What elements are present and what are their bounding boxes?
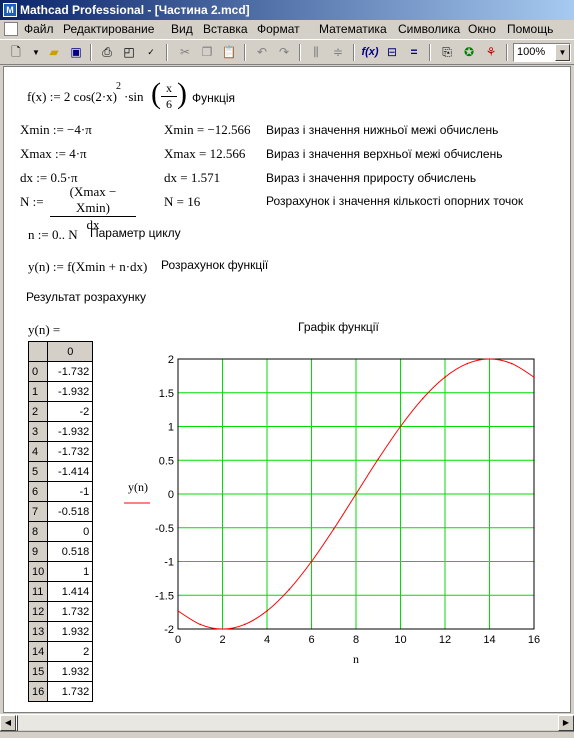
row-index: 11 <box>29 582 48 602</box>
menu-window[interactable]: Окно <box>468 22 496 36</box>
dx-value[interactable]: dx = 1.571 <box>164 170 221 185</box>
x-tick-label: 14 <box>483 634 496 646</box>
x-over-6-fraction <box>161 81 177 112</box>
data-point <box>311 561 313 563</box>
row-index: 8 <box>29 522 48 542</box>
function-chart[interactable] <box>112 339 552 669</box>
row-index: 6 <box>29 482 48 502</box>
align-across-icon[interactable]: ⫼ <box>313 45 319 59</box>
n-value[interactable]: N = 16 <box>164 194 201 209</box>
function-exponent: 2 <box>116 81 121 92</box>
row-index: 1 <box>29 382 48 402</box>
resource-center-icon[interactable]: ⚘ <box>485 45 497 59</box>
data-point <box>489 358 491 360</box>
table-row[interactable] <box>29 622 93 642</box>
new-document-icon[interactable]: 🗋 <box>11 45 21 59</box>
row-value[interactable]: 1.932 <box>48 662 93 682</box>
row-value[interactable]: 1.732 <box>48 602 93 622</box>
dx-comment[interactable]: Вираз і значення приросту обчислень <box>266 171 477 185</box>
paste-icon[interactable]: 📋 <box>221 45 237 59</box>
menu-edit[interactable]: Редактирование <box>63 22 155 36</box>
y-tick-label: 2 <box>167 354 174 366</box>
row-index: 16 <box>29 682 48 702</box>
document-menu-icon[interactable] <box>4 22 18 36</box>
menu-help[interactable]: Помощь <box>507 22 554 36</box>
cut-icon[interactable]: ✂ <box>179 45 191 59</box>
y-tick-label: 0.5 <box>158 455 174 468</box>
x-tick-label: 8 <box>352 634 360 646</box>
scroll-thumb[interactable] <box>16 715 18 731</box>
y-tick-label: -1 <box>164 556 174 569</box>
undo-icon[interactable]: ↶ <box>256 45 268 59</box>
data-point <box>355 493 357 495</box>
toolbar-separator <box>244 44 246 61</box>
y-tick-label: 1.5 <box>158 387 174 400</box>
table-corner-cell <box>29 342 48 362</box>
table-row[interactable] <box>29 662 93 682</box>
x-axis-label: n <box>353 652 359 666</box>
new-dropdown-icon[interactable]: ▼ <box>32 48 40 57</box>
row-index: 4 <box>29 442 48 462</box>
row-index: 3 <box>29 422 48 442</box>
table-row[interactable] <box>29 462 93 482</box>
range-comment[interactable]: Параметр циклу <box>90 226 181 240</box>
window-title: Mathcad Professional - [Частина 2.mcd] <box>20 3 250 17</box>
dx-definition[interactable]: dx := 0.5·π <box>20 170 78 185</box>
table-row[interactable] <box>29 502 93 522</box>
data-point <box>244 624 246 626</box>
row-index: 10 <box>29 562 48 582</box>
menu-format[interactable]: Формат <box>257 22 300 36</box>
table-row[interactable] <box>29 522 93 542</box>
row-value[interactable]: 2 <box>48 642 93 662</box>
y-evaluation[interactable]: y(n) = <box>28 322 61 337</box>
y-tick-label: -1.5 <box>155 590 174 603</box>
n-comment[interactable]: Розрахунок і значення кількості опорних точок <box>266 194 524 208</box>
data-point <box>466 363 468 365</box>
table-row[interactable] <box>29 542 93 562</box>
n-fraction-denominator: dx <box>86 217 100 232</box>
spell-check-icon[interactable]: ✓ <box>147 47 155 57</box>
insert-unit-icon[interactable]: ⊟ <box>386 45 398 59</box>
row-index: 12 <box>29 602 48 622</box>
menu-symbolics[interactable]: Символика <box>398 22 461 36</box>
xmin-value[interactable]: Xmin = −12.566 <box>164 122 251 137</box>
table-row[interactable] <box>29 682 93 702</box>
row-index: 2 <box>29 402 48 422</box>
insert-component-icon[interactable]: ⎘ <box>442 45 452 59</box>
row-value[interactable]: -0.518 <box>48 502 93 522</box>
status-bar <box>0 731 574 738</box>
menu-math[interactable]: Математика <box>319 22 387 36</box>
data-point <box>444 376 446 378</box>
xmin-comment[interactable]: Вираз і значення нижньої межі обчислень <box>266 123 499 137</box>
row-value[interactable]: -1.732 <box>48 442 93 462</box>
toolbar <box>0 39 574 65</box>
toolbar-separator <box>166 44 168 61</box>
align-down-icon[interactable]: ≑ <box>332 45 344 59</box>
x-tick-label: 16 <box>527 634 541 646</box>
range-definition[interactable]: n := 0.. N <box>28 227 78 242</box>
table-body <box>29 362 93 702</box>
print-icon[interactable]: ⎙ <box>102 45 112 59</box>
y-comment[interactable]: Розрахунок функції <box>161 258 269 272</box>
toolbar-separator <box>429 44 431 61</box>
run-script-icon[interactable]: ✪ <box>463 45 475 59</box>
row-value[interactable]: 1 <box>48 562 93 582</box>
menu-file[interactable]: Файл <box>24 22 54 36</box>
x-tick-label: 0 <box>174 634 182 646</box>
data-point <box>199 624 201 626</box>
table-row[interactable] <box>29 582 93 602</box>
row-value[interactable]: -1.932 <box>48 382 93 402</box>
table-row[interactable] <box>29 422 93 442</box>
row-value[interactable]: 1.414 <box>48 582 93 602</box>
xmax-value[interactable]: Xmax = 12.566 <box>164 146 246 161</box>
data-point <box>266 610 268 612</box>
row-index: 15 <box>29 662 48 682</box>
table-row[interactable] <box>29 442 93 462</box>
function-comment[interactable]: Функція <box>192 91 236 105</box>
table-row[interactable] <box>29 382 93 402</box>
row-value[interactable]: 0.518 <box>48 542 93 562</box>
toolbar-separator <box>90 44 92 61</box>
close-paren: ) <box>177 77 187 110</box>
table-row[interactable] <box>29 642 93 662</box>
y-tick-label: 0 <box>167 489 174 501</box>
x-tick-label: 2 <box>219 634 226 646</box>
n-definition-lhs[interactable]: N := <box>20 194 44 209</box>
x-tick-label: 6 <box>308 634 315 646</box>
data-point <box>333 528 335 530</box>
row-index: 13 <box>29 622 48 642</box>
zoom-select[interactable] <box>513 43 571 62</box>
row-value[interactable]: -1.732 <box>48 362 93 382</box>
xmax-definition[interactable]: Xmax := 4·π <box>20 146 87 161</box>
row-index: 7 <box>29 502 48 522</box>
table-row[interactable] <box>29 362 93 382</box>
redo-icon[interactable]: ↷ <box>278 45 290 59</box>
menu-bar <box>0 20 574 38</box>
zoom-value: 100% <box>517 46 546 58</box>
table-row[interactable] <box>29 402 93 422</box>
row-index: 5 <box>29 462 48 482</box>
xmin-definition[interactable]: Xmin := −4·π <box>20 122 92 137</box>
x-tick-label: 12 <box>438 634 452 646</box>
open-paren: ( <box>151 77 161 110</box>
fraction-denominator: 6 <box>166 97 172 111</box>
table-column-header: 0 <box>48 342 93 362</box>
xmax-comment[interactable]: Вираз і значення верхньої межі обчислень <box>266 147 503 161</box>
data-point <box>377 458 379 460</box>
toolbar-separator <box>506 44 508 61</box>
y-axis-label: y(n) <box>128 480 148 494</box>
horizontal-scrollbar[interactable] <box>0 714 574 730</box>
row-index: 14 <box>29 642 48 662</box>
row-value[interactable]: 1.932 <box>48 622 93 642</box>
scroll-right-icon[interactable]: ▶ <box>558 715 574 731</box>
fraction-numerator: x <box>161 81 177 97</box>
x-tick-label: 4 <box>263 634 271 646</box>
function-definition[interactable]: f(x) := 2 cos(2·x) <box>27 89 117 104</box>
copy-icon[interactable]: ❐ <box>201 45 213 59</box>
open-folder-icon[interactable]: ▰ <box>49 45 59 59</box>
row-value[interactable]: -2 <box>48 402 93 422</box>
function-sin: ·sin <box>124 89 144 104</box>
x-tick-label: 10 <box>394 634 407 646</box>
save-icon[interactable]: ▣ <box>70 45 82 59</box>
result-label[interactable]: Результат розрахунку <box>26 290 146 304</box>
row-index: 0 <box>29 362 48 382</box>
result-table[interactable] <box>28 341 93 702</box>
y-tick-label: -2 <box>164 624 174 636</box>
toolbar-separator <box>299 44 301 61</box>
n-fraction-numerator: (Xmax − Xmin) <box>50 184 136 217</box>
data-point <box>511 363 513 365</box>
y-tick-label: 1 <box>167 421 174 434</box>
row-value[interactable]: 0 <box>48 522 93 542</box>
row-value[interactable]: -1.414 <box>48 462 93 482</box>
title-bar <box>0 0 574 20</box>
calculate-icon[interactable]: = <box>410 45 418 59</box>
row-value[interactable]: 1.732 <box>48 682 93 702</box>
data-point <box>177 610 179 612</box>
table-row[interactable] <box>29 602 93 622</box>
scroll-left-icon[interactable]: ◀ <box>0 715 16 731</box>
menu-insert[interactable]: Вставка <box>203 22 248 36</box>
table-header-row <box>29 342 93 362</box>
data-point <box>222 628 224 630</box>
print-preview-icon[interactable]: ◰ <box>123 45 135 59</box>
chart-title: Графік функції <box>298 320 379 334</box>
data-point <box>422 398 424 400</box>
y-definition[interactable]: y(n) := f(Xmin + n·dx) <box>28 259 148 274</box>
data-point <box>400 426 402 428</box>
data-point <box>533 376 535 378</box>
toolbar-separator <box>353 44 355 61</box>
chevron-down-icon[interactable]: ▼ <box>555 44 570 61</box>
mathcad-app-icon: M <box>3 3 17 17</box>
menu-view[interactable]: Вид <box>171 22 193 36</box>
row-value[interactable]: -1.932 <box>48 422 93 442</box>
data-point <box>288 589 290 591</box>
table-row[interactable] <box>29 562 93 582</box>
row-value[interactable]: -1 <box>48 482 93 502</box>
table-row[interactable] <box>29 482 93 502</box>
worksheet[interactable] <box>3 66 571 713</box>
y-tick-label: -0.5 <box>155 522 174 535</box>
row-index: 9 <box>29 542 48 562</box>
insert-function-icon[interactable]: f(x) <box>361 46 379 58</box>
